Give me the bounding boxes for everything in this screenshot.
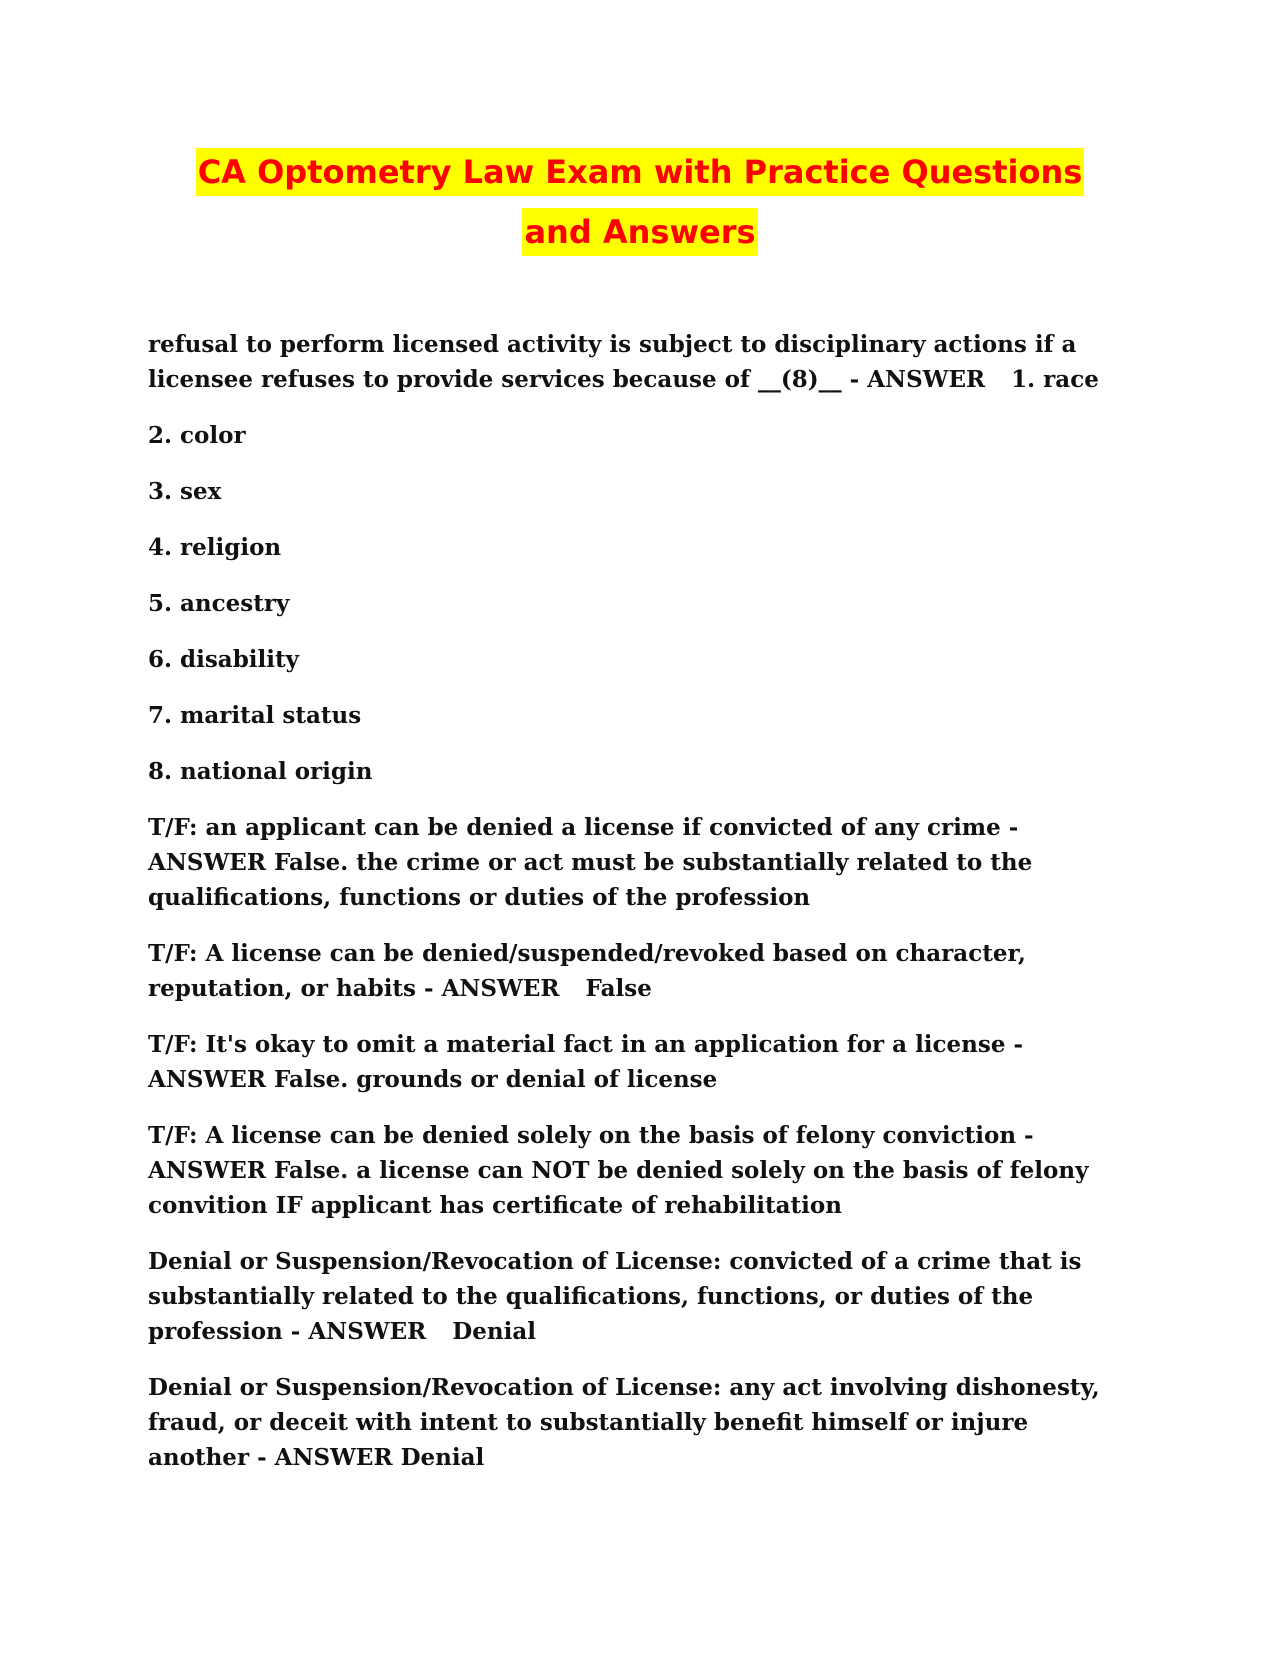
title-line-2: and Answers (522, 208, 757, 256)
qa-item (148, 327, 1118, 397)
list-entry-text: 6. disability (148, 646, 299, 673)
answer-text: Denial (400, 1444, 485, 1471)
answer-text: False. the crime or act must be substantially related to the qualifications, functions or duties of the profession (148, 849, 1033, 911)
qa-list (148, 327, 1118, 1496)
qa-item (148, 1027, 1118, 1097)
question-text: refusal to perform licensed activity is subject to disciplinary actions if a licensee refuses to provide services because of __(8)__ - ANSWER (148, 331, 1077, 393)
qa-item (148, 418, 1118, 453)
list-entry-text: 4. religion (148, 534, 282, 561)
qa-item (148, 936, 1118, 1006)
answer-text: 1. race (1011, 366, 1099, 393)
question-text: Denial or Suspension/Revocation of License: convicted of a crime that is substantially related to the qualifications, functions, or duties of the profession - ANSWER (148, 1248, 1082, 1345)
qa-item (148, 1370, 1118, 1475)
question-text: T/F: It's okay to omit a material fact in an application for a license - ANSWER (148, 1031, 1024, 1093)
answer-text: False (585, 975, 652, 1002)
list-entry-text: 2. color (148, 422, 246, 449)
answer-text: False. grounds or denial of license (273, 1066, 718, 1093)
question-text: T/F: an applicant can be denied a license if convicted of any crime - ANSWER (148, 814, 1019, 876)
question-text: Denial or Suspension/Revocation of License: any act involving dishonesty, fraud, or deceit with intent to substantially benefit himself or injure another - ANSWER (148, 1374, 1100, 1471)
qa-item (148, 810, 1118, 915)
qa-item (148, 642, 1118, 677)
question-text: T/F: A license can be denied solely on the basis of felony conviction - ANSWER (148, 1122, 1034, 1184)
qa-item (148, 586, 1118, 621)
list-entry-text: 3. sex (148, 478, 222, 505)
document-title (0, 144, 1280, 264)
qa-item (148, 474, 1118, 509)
list-entry-text: 5. ancestry (148, 590, 290, 617)
list-entry-text: 8. national origin (148, 758, 373, 785)
answer-text: Denial (452, 1318, 536, 1345)
question-text: T/F: A license can be denied/suspended/revoked based on character, reputation, or habits - ANSWER (148, 940, 1026, 1002)
answer-text: False. a license can NOT be denied solely on the basis of felony convition IF applicant has certificate of rehabilitation (148, 1157, 1089, 1219)
qa-item (148, 754, 1118, 789)
list-entry-text: 7. marital status (148, 702, 362, 729)
qa-item (148, 530, 1118, 565)
qa-item (148, 1244, 1118, 1349)
qa-item (148, 698, 1118, 733)
title-line-1: CA Optometry Law Exam with Practice Questions (196, 148, 1085, 196)
qa-item (148, 1118, 1118, 1223)
